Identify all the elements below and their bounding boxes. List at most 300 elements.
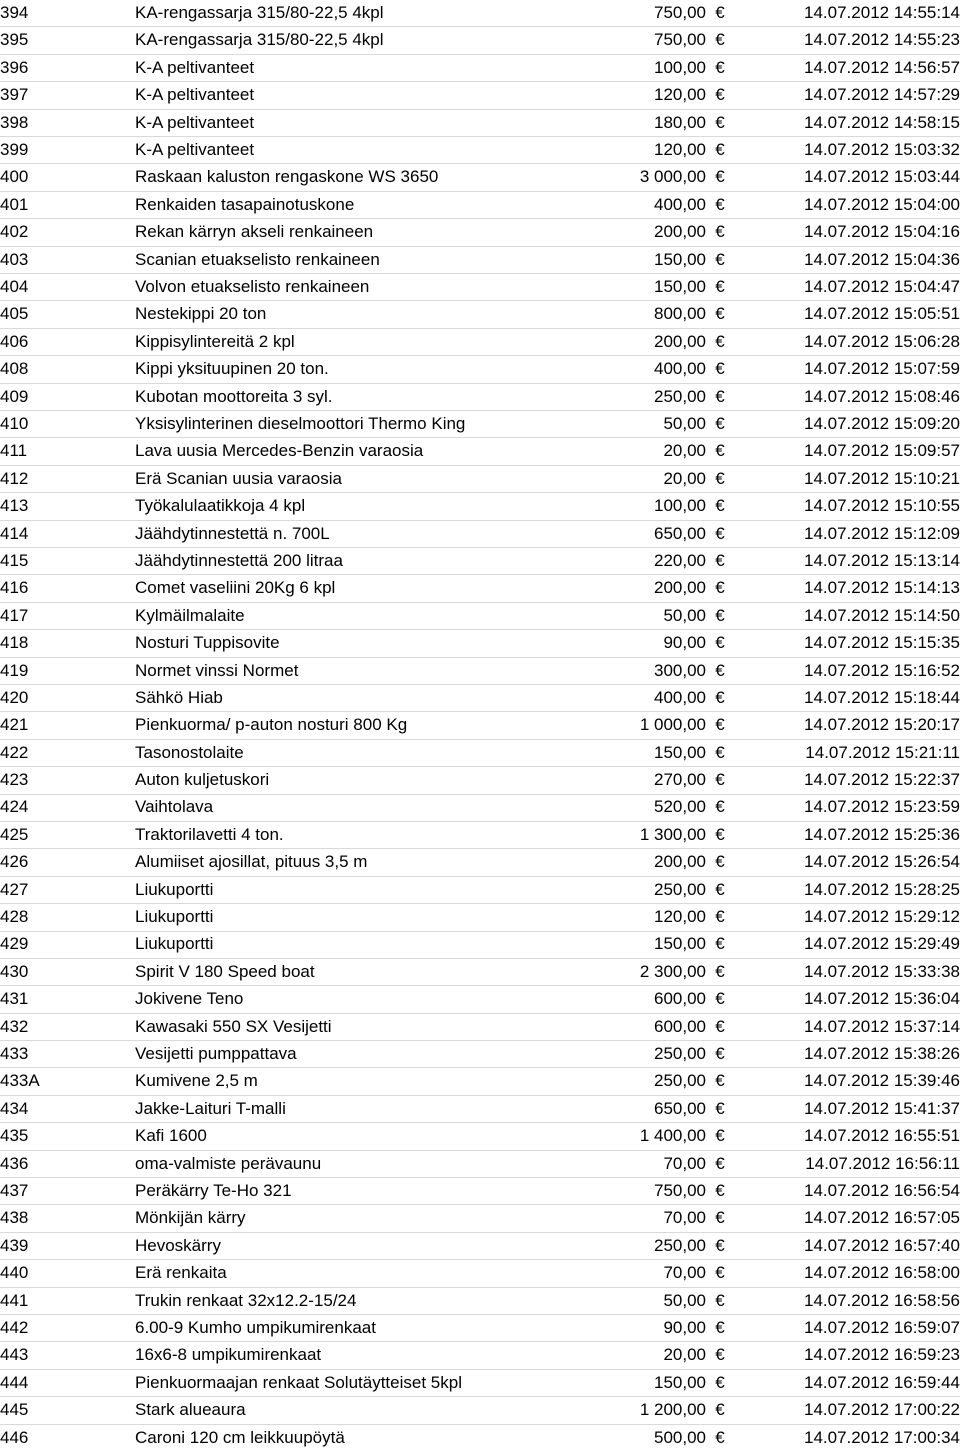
item-timestamp: 14.07.2012 15:14:50 — [804, 605, 960, 625]
currency-symbol: € — [715, 1372, 725, 1392]
item-number: 444 — [0, 1372, 29, 1392]
item-timestamp: 14.07.2012 15:06:28 — [804, 331, 960, 351]
currency-symbol: € — [715, 30, 725, 50]
currency-symbol: € — [715, 523, 725, 543]
item-price: 120,00 — [654, 907, 706, 927]
item-number: 441 — [0, 1290, 29, 1310]
item-description: Nosturi Tuppisovite — [135, 633, 280, 653]
item-timestamp: 14.07.2012 17:00:22 — [804, 1400, 960, 1420]
table-row — [0, 0, 960, 27]
item-timestamp: 14.07.2012 15:22:37 — [804, 770, 960, 790]
table-row — [0, 904, 960, 931]
item-timestamp: 14.07.2012 15:04:16 — [804, 222, 960, 242]
table-row — [0, 1425, 960, 1452]
item-description: Caroni 120 cm leikkuupöytä — [135, 1427, 345, 1447]
item-description: KA-rengassarja 315/80-22,5 4kpl — [135, 3, 384, 22]
item-number: 425 — [0, 824, 29, 844]
item-number: 394 — [0, 3, 29, 22]
item-timestamp: 14.07.2012 15:28:25 — [804, 879, 960, 899]
item-number: 432 — [0, 1016, 29, 1036]
currency-symbol: € — [715, 1153, 725, 1173]
currency-symbol: € — [715, 1345, 725, 1365]
table-row — [0, 849, 960, 876]
item-price: 150,00 — [654, 742, 706, 762]
item-price: 50,00 — [663, 413, 706, 433]
table-row — [0, 247, 960, 274]
table-row — [0, 630, 960, 657]
currency-symbol: € — [715, 1126, 725, 1146]
item-timestamp: 14.07.2012 15:05:51 — [804, 304, 960, 324]
currency-symbol: € — [715, 85, 725, 105]
currency-symbol: € — [715, 1181, 725, 1201]
item-number: 415 — [0, 550, 29, 570]
item-number: 436 — [0, 1153, 29, 1173]
currency-symbol: € — [715, 934, 725, 954]
item-timestamp: 14.07.2012 15:10:55 — [804, 496, 960, 516]
item-number: 435 — [0, 1126, 29, 1146]
item-description: K-A peltivanteet — [135, 139, 255, 159]
table-row — [0, 658, 960, 685]
currency-symbol: € — [715, 907, 725, 927]
item-description: Pienkuorma/ p-auton nosturi 800 Kg — [135, 715, 408, 735]
item-timestamp: 14.07.2012 15:14:13 — [804, 578, 960, 598]
item-number: 412 — [0, 468, 29, 488]
item-timestamp: 14.07.2012 14:57:29 — [804, 85, 960, 105]
currency-symbol: € — [715, 276, 725, 296]
item-description: Erä Scanian uusia varaosia — [135, 468, 342, 488]
item-timestamp: 14.07.2012 15:20:17 — [804, 715, 960, 735]
currency-symbol: € — [715, 824, 725, 844]
item-timestamp: 14.07.2012 16:55:51 — [804, 1126, 960, 1146]
item-timestamp: 14.07.2012 15:21:11 — [805, 742, 960, 762]
item-description: Renkaiden tasapainotuskone — [135, 194, 355, 214]
item-price: 70,00 — [663, 1153, 706, 1173]
table-row — [0, 466, 960, 493]
currency-symbol: € — [715, 194, 725, 214]
table-row — [0, 438, 960, 465]
item-price: 1 200,00 — [639, 1400, 706, 1420]
item-price: 400,00 — [654, 359, 706, 379]
item-number: 426 — [0, 852, 29, 872]
item-timestamp: 14.07.2012 15:15:35 — [804, 633, 960, 653]
table-row — [0, 767, 960, 794]
item-price: 400,00 — [654, 687, 706, 707]
item-number: 400 — [0, 167, 29, 187]
currency-symbol: € — [715, 1235, 725, 1255]
item-description: K-A peltivanteet — [135, 57, 255, 77]
item-timestamp: 14.07.2012 15:07:59 — [804, 359, 960, 379]
item-number: 411 — [0, 441, 28, 461]
table-row — [0, 548, 960, 575]
item-number: 417 — [0, 605, 29, 625]
item-number: 440 — [0, 1263, 29, 1283]
item-description: Kawasaki 550 SX Vesijetti — [135, 1016, 332, 1036]
item-description: Yksisylinterinen dieselmoottori Thermo King — [135, 413, 466, 433]
table-row — [0, 219, 960, 246]
table-row — [0, 356, 960, 383]
item-price: 500,00 — [654, 1427, 706, 1447]
item-price: 70,00 — [663, 1208, 706, 1228]
item-price: 650,00 — [654, 1098, 706, 1118]
table-row — [0, 1151, 960, 1178]
item-price: 250,00 — [654, 1044, 706, 1064]
table-row — [0, 1096, 960, 1123]
item-price: 50,00 — [663, 605, 706, 625]
item-description: Mönkijän kärry — [135, 1208, 246, 1228]
item-price: 20,00 — [663, 1345, 706, 1365]
currency-symbol: € — [715, 989, 725, 1009]
item-price: 600,00 — [654, 989, 706, 1009]
item-description: Kafi 1600 — [135, 1126, 207, 1146]
item-description: Jokivene Teno — [135, 989, 244, 1009]
item-number: 404 — [0, 276, 29, 296]
item-price: 1 400,00 — [639, 1126, 706, 1146]
table-row — [0, 1342, 960, 1369]
table-row — [0, 82, 960, 109]
table-row — [0, 164, 960, 191]
item-price: 180,00 — [654, 112, 706, 132]
currency-symbol: € — [715, 139, 725, 159]
table-row — [0, 603, 960, 630]
currency-symbol: € — [715, 605, 725, 625]
item-number: 434 — [0, 1098, 29, 1118]
item-timestamp: 14.07.2012 14:55:23 — [804, 30, 960, 50]
item-price: 20,00 — [663, 468, 706, 488]
item-timestamp: 14.07.2012 16:57:40 — [804, 1235, 960, 1255]
table-row — [0, 493, 960, 520]
item-price: 70,00 — [663, 1263, 706, 1283]
item-timestamp: 14.07.2012 15:36:04 — [804, 989, 960, 1009]
item-price: 3 000,00 — [639, 167, 706, 187]
table-row — [0, 1123, 960, 1150]
item-timestamp: 14.07.2012 15:12:09 — [804, 523, 960, 543]
item-number: 408 — [0, 359, 29, 379]
item-timestamp: 14.07.2012 15:08:46 — [804, 386, 960, 406]
item-price: 150,00 — [654, 1372, 706, 1392]
item-timestamp: 14.07.2012 15:03:44 — [804, 167, 960, 187]
item-description: Raskaan kaluston rengaskone WS 3650 — [135, 167, 439, 187]
item-description: Scanian etuakselisto renkaineen — [135, 249, 380, 269]
item-description: Kylmäilmalaite — [135, 605, 245, 625]
table-row — [0, 712, 960, 739]
item-price: 120,00 — [654, 139, 706, 159]
item-timestamp: 14.07.2012 14:58:15 — [804, 112, 960, 132]
currency-symbol: € — [715, 1071, 725, 1091]
item-description: Liukuportti — [135, 934, 214, 954]
item-description: Stark alueaura — [135, 1400, 246, 1420]
item-number: 445 — [0, 1400, 29, 1420]
item-description: Pienkuormaajan renkaat Solutäytteiset 5kpl — [135, 1372, 462, 1392]
item-description: Kippisylintereitä 2 kpl — [135, 331, 295, 351]
item-price: 90,00 — [663, 1318, 706, 1338]
currency-symbol: € — [715, 1208, 725, 1228]
table-row — [0, 822, 960, 849]
item-price: 520,00 — [654, 797, 706, 817]
item-price: 800,00 — [654, 304, 706, 324]
item-description: 16x6-8 umpikumirenkaat — [135, 1345, 322, 1365]
item-price: 200,00 — [654, 331, 706, 351]
item-timestamp: 14.07.2012 14:55:14 — [804, 3, 960, 22]
item-timestamp: 14.07.2012 16:57:05 — [804, 1208, 960, 1228]
item-description: Traktorilavetti 4 ton. — [135, 824, 284, 844]
item-number: 414 — [0, 523, 29, 543]
item-description: Työkalulaatikkoja 4 kpl — [135, 496, 306, 516]
currency-symbol: € — [715, 222, 725, 242]
item-description: Liukuportti — [135, 879, 214, 899]
item-number: 433 — [0, 1044, 29, 1064]
currency-symbol: € — [715, 550, 725, 570]
item-number: 439 — [0, 1235, 29, 1255]
item-price: 750,00 — [654, 1181, 706, 1201]
table-row — [0, 1260, 960, 1287]
currency-symbol: € — [715, 1318, 725, 1338]
item-number: 405 — [0, 304, 29, 324]
currency-symbol: € — [715, 1263, 725, 1283]
item-timestamp: 14.07.2012 16:59:07 — [804, 1318, 960, 1338]
currency-symbol: € — [715, 578, 725, 598]
item-price: 100,00 — [654, 57, 706, 77]
currency-symbol: € — [715, 1400, 725, 1420]
item-number: 438 — [0, 1208, 29, 1228]
item-number: 429 — [0, 934, 29, 954]
item-price: 250,00 — [654, 1071, 706, 1091]
currency-symbol: € — [715, 112, 725, 132]
item-number: 437 — [0, 1181, 29, 1201]
item-description: Kubotan moottoreita 3 syl. — [135, 386, 333, 406]
table-row — [0, 1233, 960, 1260]
item-timestamp: 14.07.2012 15:25:36 — [804, 824, 960, 844]
currency-symbol: € — [715, 961, 725, 981]
item-number: 399 — [0, 139, 29, 159]
item-timestamp: 14.07.2012 15:03:32 — [804, 139, 960, 159]
currency-symbol: € — [715, 1016, 725, 1036]
item-number: 406 — [0, 331, 29, 351]
item-number: 422 — [0, 742, 29, 762]
table-row — [0, 1397, 960, 1424]
item-number: 427 — [0, 879, 29, 899]
item-timestamp: 14.07.2012 15:09:20 — [804, 413, 960, 433]
currency-symbol: € — [715, 852, 725, 872]
item-price: 20,00 — [663, 441, 706, 461]
item-timestamp: 14.07.2012 15:39:46 — [804, 1071, 960, 1091]
item-description: Kumivene 2,5 m — [135, 1071, 258, 1091]
item-number: 433A — [0, 1071, 40, 1091]
currency-symbol: € — [715, 1290, 725, 1310]
item-description: Vaihtolava — [135, 797, 214, 817]
item-timestamp: 14.07.2012 16:59:44 — [804, 1372, 960, 1392]
table-row — [0, 384, 960, 411]
item-timestamp: 14.07.2012 16:56:54 — [804, 1181, 960, 1201]
table-row — [0, 685, 960, 712]
item-price: 150,00 — [654, 249, 706, 269]
currency-symbol: € — [715, 468, 725, 488]
item-number: 397 — [0, 85, 29, 105]
table-row — [0, 1041, 960, 1068]
item-timestamp: 14.07.2012 15:18:44 — [804, 687, 960, 707]
item-number: 430 — [0, 961, 29, 981]
item-description: Hevoskärry — [135, 1235, 221, 1255]
table-row — [0, 794, 960, 821]
currency-symbol: € — [715, 386, 725, 406]
currency-symbol: € — [715, 304, 725, 324]
item-price: 150,00 — [654, 276, 706, 296]
item-timestamp: 14.07.2012 15:37:14 — [804, 1016, 960, 1036]
item-timestamp: 14.07.2012 15:10:21 — [804, 468, 960, 488]
item-description: Tasonostolaite — [135, 742, 244, 762]
table-row — [0, 1370, 960, 1397]
currency-symbol: € — [715, 249, 725, 269]
item-number: 409 — [0, 386, 29, 406]
currency-symbol: € — [715, 770, 725, 790]
currency-symbol: € — [715, 57, 725, 77]
item-price: 200,00 — [654, 852, 706, 872]
item-number: 423 — [0, 770, 29, 790]
item-timestamp: 14.07.2012 15:16:52 — [804, 660, 960, 680]
item-timestamp: 14.07.2012 17:00:34 — [804, 1427, 960, 1447]
item-price: 90,00 — [663, 633, 706, 653]
currency-symbol: € — [715, 359, 725, 379]
item-timestamp: 14.07.2012 15:04:36 — [804, 249, 960, 269]
item-timestamp: 14.07.2012 16:58:56 — [804, 1290, 960, 1310]
currency-symbol: € — [715, 167, 725, 187]
currency-symbol: € — [715, 633, 725, 653]
item-timestamp: 14.07.2012 15:26:54 — [804, 852, 960, 872]
currency-symbol: € — [715, 715, 725, 735]
item-number: 420 — [0, 687, 29, 707]
item-timestamp: 14.07.2012 15:29:49 — [804, 934, 960, 954]
item-description: Rekan kärryn akseli renkaineen — [135, 222, 374, 242]
table-row — [0, 1068, 960, 1095]
item-number: 416 — [0, 578, 29, 598]
item-description: Nestekippi 20 ton — [135, 304, 267, 324]
item-number: 413 — [0, 496, 29, 516]
currency-symbol: € — [715, 879, 725, 899]
table-row — [0, 274, 960, 301]
currency-symbol: € — [715, 1427, 725, 1447]
item-price: 300,00 — [654, 660, 706, 680]
table-row — [0, 521, 960, 548]
table-row — [0, 931, 960, 958]
item-description: Spirit V 180 Speed boat — [135, 961, 315, 981]
item-description: Liukuportti — [135, 907, 214, 927]
item-description: Erä renkaita — [135, 1263, 227, 1283]
item-price: 50,00 — [663, 1290, 706, 1310]
table-row — [0, 55, 960, 82]
item-number: 446 — [0, 1427, 29, 1447]
item-description: Auton kuljetuskori — [135, 770, 270, 790]
currency-symbol: € — [715, 687, 725, 707]
currency-symbol: € — [715, 413, 725, 433]
table-row — [0, 1315, 960, 1342]
item-description: K-A peltivanteet — [135, 112, 255, 132]
item-number: 428 — [0, 907, 29, 927]
table-row — [0, 192, 960, 219]
item-number: 418 — [0, 633, 29, 653]
item-description: K-A peltivanteet — [135, 85, 255, 105]
item-description: Alumiiset ajosillat, pituus 3,5 m — [135, 852, 368, 872]
table-row — [0, 959, 960, 986]
item-timestamp: 14.07.2012 15:38:26 — [804, 1044, 960, 1064]
item-description: oma-valmiste perävaunu — [135, 1153, 322, 1173]
item-price: 1 000,00 — [639, 715, 706, 735]
currency-symbol: € — [715, 3, 725, 22]
item-price: 220,00 — [654, 550, 706, 570]
currency-symbol: € — [715, 1044, 725, 1064]
item-price: 150,00 — [654, 934, 706, 954]
item-timestamp: 14.07.2012 16:59:23 — [804, 1345, 960, 1365]
currency-symbol: € — [715, 660, 725, 680]
currency-symbol: € — [715, 496, 725, 516]
item-number: 396 — [0, 57, 29, 77]
item-number: 442 — [0, 1318, 29, 1338]
item-timestamp: 14.07.2012 16:56:11 — [805, 1153, 960, 1173]
item-description: Comet vaseliini 20Kg 6 kpl — [135, 578, 336, 598]
table-row — [0, 740, 960, 767]
table-row — [0, 27, 960, 54]
item-price: 200,00 — [654, 578, 706, 598]
item-description: Sähkö Hiab — [135, 687, 223, 707]
item-timestamp: 14.07.2012 15:09:57 — [804, 441, 960, 461]
currency-symbol: € — [715, 797, 725, 817]
item-price: 750,00 — [654, 30, 706, 50]
item-price: 1 300,00 — [639, 824, 706, 844]
table-row — [0, 877, 960, 904]
item-description: Trukin renkaat 32x12.2-15/24 — [135, 1290, 357, 1310]
item-number: 402 — [0, 222, 29, 242]
item-number: 395 — [0, 30, 29, 50]
table-row — [0, 1014, 960, 1041]
item-price: 750,00 — [654, 3, 706, 22]
currency-symbol: € — [715, 441, 725, 461]
item-timestamp: 14.07.2012 15:04:00 — [804, 194, 960, 214]
item-description: Volvon etuakselisto renkaineen — [135, 276, 370, 296]
item-number: 424 — [0, 797, 29, 817]
item-description: Jäähdytinnestettä n. 700L — [135, 523, 330, 543]
item-timestamp: 14.07.2012 15:23:59 — [804, 797, 960, 817]
currency-symbol: € — [715, 1098, 725, 1118]
item-description: Jakke-Laituri T-malli — [135, 1098, 286, 1118]
item-number: 398 — [0, 112, 29, 132]
table-row — [0, 1205, 960, 1232]
item-description: Vesijetti pumppattava — [135, 1044, 297, 1064]
item-price: 100,00 — [654, 496, 706, 516]
item-price: 250,00 — [654, 386, 706, 406]
table-row — [0, 110, 960, 137]
item-price: 200,00 — [654, 222, 706, 242]
item-number: 403 — [0, 249, 29, 269]
item-timestamp: 14.07.2012 15:33:38 — [804, 961, 960, 981]
item-price: 250,00 — [654, 879, 706, 899]
item-timestamp: 14.07.2012 15:41:37 — [804, 1098, 960, 1118]
item-price: 400,00 — [654, 194, 706, 214]
table-row — [0, 329, 960, 356]
table-row — [0, 575, 960, 602]
item-description: Lava uusia Mercedes-Benzin varaosia — [135, 441, 424, 461]
item-description: Peräkärry Te-Ho 321 — [135, 1181, 292, 1201]
table-row — [0, 986, 960, 1013]
item-price: 250,00 — [654, 1235, 706, 1255]
currency-symbol: € — [715, 742, 725, 762]
item-timestamp: 14.07.2012 15:29:12 — [804, 907, 960, 927]
table-row — [0, 137, 960, 164]
table-row — [0, 411, 960, 438]
table-row — [0, 1288, 960, 1315]
item-number: 431 — [0, 989, 29, 1009]
item-price: 650,00 — [654, 523, 706, 543]
item-timestamp: 14.07.2012 15:04:47 — [804, 276, 960, 296]
table-row — [0, 301, 960, 328]
item-number: 421 — [0, 715, 29, 735]
